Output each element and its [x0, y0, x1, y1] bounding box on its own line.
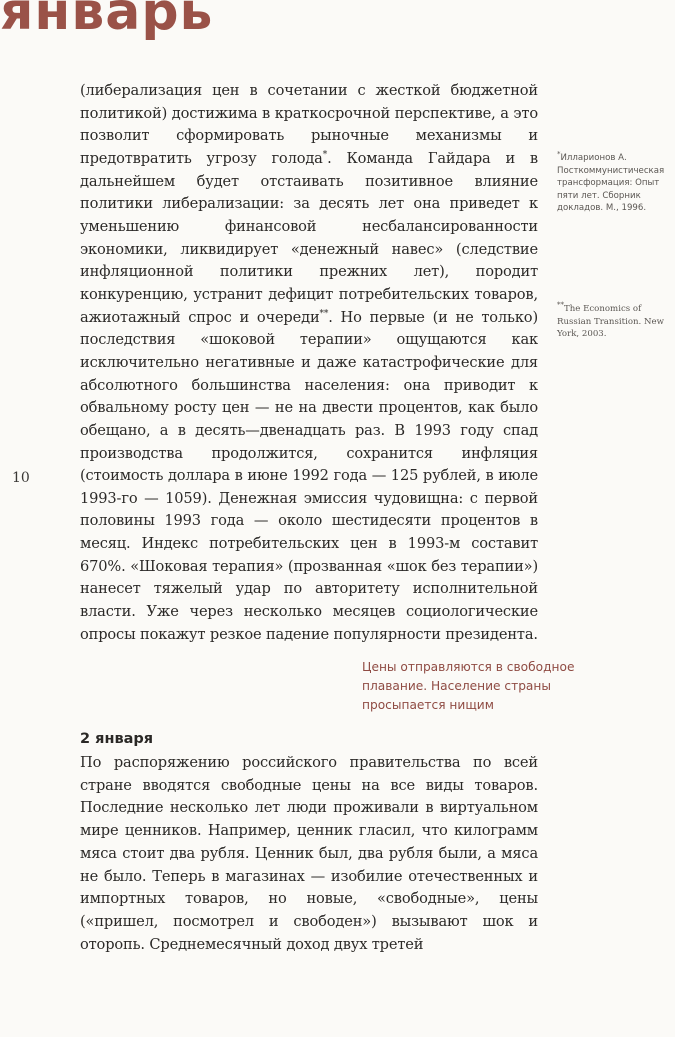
- page-number: 10: [12, 470, 30, 486]
- chapter-title: январь: [0, 0, 214, 42]
- main-paragraph-part-3: . Но первые (и не только) последствия «шоковой терапии» ощущаются как исключительно негативные и даже катастрофические для абсолютного большинства населения: она приводит к обвальному росту цен — не на двести процентов, как было обещано, а в десять—двенадцать раз. В 1993 году спад производства продолжится, сохранится инфляция (стоимость доллара в июне 1992 года — 125 рублей, в июле 1993-го — 1059). Денежная эмиссия чудовищна: с первой половины 1993 года — около шестидесяти процентов в месяц. Индекс потребительских цен в 1993-м составит 670%. «Шоковая терапия» (прозванная «шок без терапии») нанесет тяжелый удар по авторитету исполнительной власти. Уже через несколько месяцев социологические опросы покажут резкое падение популярности президента.: [80, 308, 538, 643]
- footnote-mark-1: *: [322, 150, 328, 161]
- section-body-text: По распоряжению российского правительства по всей стране вводятся свободные цены на все виды товаров. Последние несколько лет люди проживали в виртуальном мире ценников. Например, ценник гласил, что килограмм мяса стоит два рубля. Ценник был, два рубля были, а мяса не было. Теперь в магазинах — изобилие отечественных и импортных товаров, но новые, «свободные», цены («пришел, посмотрел и свободен») вызывают шок и оторопь. Среднемесячный доход двух третей: [80, 754, 538, 953]
- sidenote-1: [557, 152, 665, 215]
- pull-quote: Цены отправляются в свободное плавание. Население страны просыпается нищим: [362, 660, 575, 712]
- main-paragraph-part-1: (либерализация цен в сочетании с жесткой бюджетной политикой) достижима в краткосрочной перспективе, а это позволит сформировать рыночные механизмы и предотвратить угрозу голода: [80, 82, 538, 167]
- sidenote-1-text: Илларионов А. Посткоммунистическая трансформация: Опыт пяти лет. Сборник докладов. М., 1996.: [557, 153, 665, 214]
- sidenote-2-text: The Economics of Russian Transition. New York, 2003.: [557, 304, 664, 340]
- sidenote-1-mark: *: [557, 150, 561, 159]
- main-paragraph-part-2: . Команда Гайдара и в дальнейшем будет отстаивать позитивное влияние политики либерализации: за десять лет она приведет к уменьшению финансовой несбалансированности экономики, ликвидирует «денежный навес» (следствие инфляционной политики прежних лет), породит конкуренцию, устранит дефицит потребительских товаров, ажиотажный спрос и очереди: [80, 149, 538, 326]
- sidenote-2-mark: **: [557, 301, 564, 310]
- footnote-mark-2: **: [319, 308, 329, 319]
- sidenote-2: [557, 303, 665, 341]
- main-paragraph: [80, 80, 538, 646]
- section-heading: 2 января: [80, 731, 154, 747]
- main-body-text: [80, 80, 538, 646]
